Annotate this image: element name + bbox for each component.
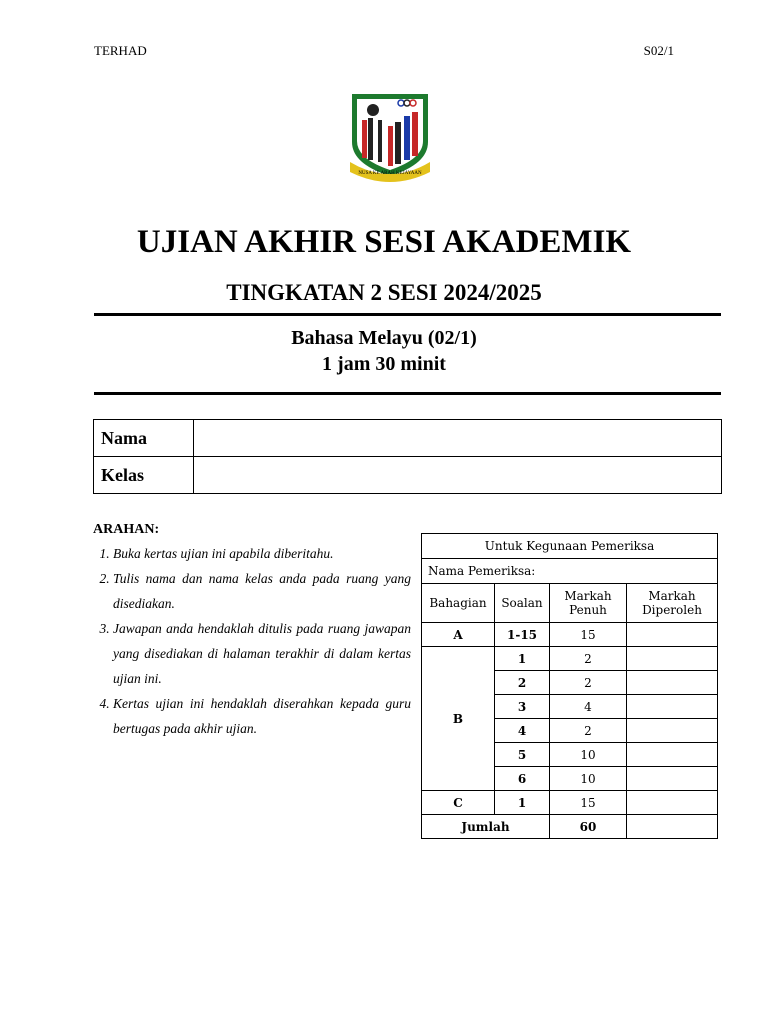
table-row — [422, 623, 718, 647]
table-row — [422, 647, 718, 671]
jumlah-value: 60 — [550, 815, 627, 839]
markah-penuh-cell: 2 — [550, 671, 627, 695]
col-header-markah-penuh: Markah Penuh — [550, 584, 627, 623]
soalan-cell: 4 — [495, 719, 550, 743]
soalan-cell: 1 — [495, 791, 550, 815]
markah-diperoleh-cell[interactable] — [627, 719, 718, 743]
page-subtitle: TINGKATAN 2 SESI 2024/2025 — [226, 280, 542, 305]
markah-diperoleh-cell[interactable] — [627, 767, 718, 791]
markah-diperoleh-cell[interactable] — [627, 671, 718, 695]
name-row — [94, 420, 722, 457]
bahagian-cell: B — [422, 647, 495, 791]
markah-diperoleh-cell[interactable] — [627, 623, 718, 647]
class-field[interactable] — [194, 457, 722, 494]
divider-bottom — [94, 392, 721, 395]
examiner-name-label: Nama Pemeriksa: — [422, 559, 718, 584]
bahagian-cell: C — [422, 791, 495, 815]
markah-diperoleh-cell[interactable] — [627, 743, 718, 767]
soalan-cell: 6 — [495, 767, 550, 791]
class-row — [94, 457, 722, 494]
soalan-cell: 1 — [495, 647, 550, 671]
col-header-soalan: Soalan — [495, 584, 550, 623]
instructions-title: ARAHAN: — [93, 522, 160, 537]
page-title: UJIAN AKHIR SESI AKADEMIK — [136, 224, 632, 260]
student-info-table — [93, 419, 722, 494]
soalan-cell: 5 — [495, 743, 550, 767]
markah-diperoleh-cell[interactable] — [627, 695, 718, 719]
subject-name: Bahasa Melayu (02/1) — [291, 327, 477, 349]
header-left: TERHAD — [94, 43, 147, 58]
markah-penuh-cell: 2 — [550, 647, 627, 671]
instruction-item: 1. Buka kertas ujian ini apabila diberitahu. — [113, 541, 411, 566]
header-right: S02/1 — [643, 43, 674, 58]
markah-diperoleh-cell[interactable] — [627, 791, 718, 815]
instruction-item: 4. Kertas ujian ini hendaklah diserahkan kepada guru bertugas pada akhir ujian. — [113, 691, 411, 741]
svg-text:NUSA KE ARAH KEJAYAAN: NUSA KE ARAH KEJAYAAN — [358, 171, 422, 176]
exam-duration: 1 jam 30 minit — [322, 353, 446, 375]
table-row — [422, 791, 718, 815]
examiner-table-title: Untuk Kegunaan Pemeriksa — [422, 534, 718, 559]
markah-penuh-cell: 4 — [550, 695, 627, 719]
class-label: Kelas — [94, 457, 194, 494]
col-header-bahagian: Bahagian — [422, 584, 495, 623]
soalan-cell: 2 — [495, 671, 550, 695]
markah-penuh-cell: 15 — [550, 623, 627, 647]
markah-penuh-cell: 10 — [550, 743, 627, 767]
jumlah-label: Jumlah — [422, 815, 550, 839]
soalan-cell: 3 — [495, 695, 550, 719]
markah-penuh-cell: 15 — [550, 791, 627, 815]
divider-top — [94, 313, 721, 316]
examiner-table — [421, 533, 718, 839]
soalan-cell: 1-15 — [495, 623, 550, 647]
instruction-item: 2. Tulis nama dan nama kelas anda pada ruang yang disediakan. — [113, 566, 411, 616]
total-row — [422, 815, 718, 839]
markah-penuh-cell: 10 — [550, 767, 627, 791]
instructions-list — [93, 541, 411, 741]
jumlah-diperoleh-cell[interactable] — [627, 815, 718, 839]
name-field[interactable] — [194, 420, 722, 457]
school-crest-logo — [348, 90, 432, 186]
markah-penuh-cell: 2 — [550, 719, 627, 743]
markah-diperoleh-cell[interactable] — [627, 647, 718, 671]
bahagian-cell: A — [422, 623, 495, 647]
instruction-item: 3. Jawapan anda hendaklah ditulis pada ruang jawapan yang disediakan di halaman terakhir di dalam kertas ujian ini. — [113, 616, 411, 691]
col-header-markah-diperoleh: Markah Diperoleh — [627, 584, 718, 623]
name-label: Nama — [94, 420, 194, 457]
